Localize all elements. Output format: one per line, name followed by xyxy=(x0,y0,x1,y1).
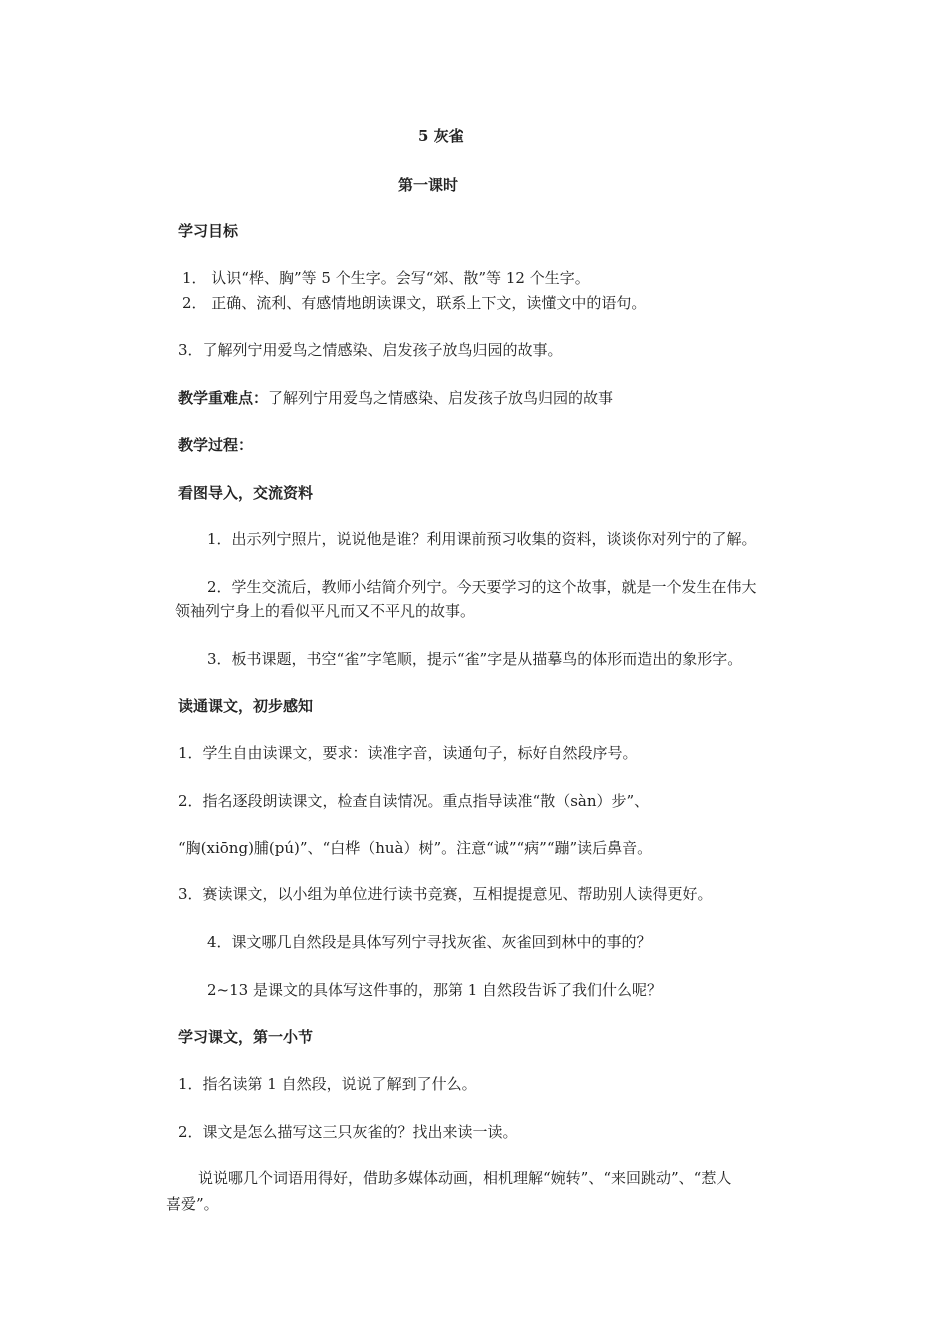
intro-item-2-line-2: 领袖列宁身上的看似平凡而又不平凡的故事。 xyxy=(175,602,476,620)
section-heading-study: 学习课文，第一小节 xyxy=(178,1028,314,1046)
intro-item-1: 1．出示列宁照片，说说他是谁？利用课前预习收集的资料，谈谈你对列宁的了解。 xyxy=(207,530,757,548)
objective-item-2: 2． 正确、流利、有感情地朗读课文，联系上下文，读懂文中的语句。 xyxy=(182,294,647,312)
objectives-heading: 学习目标 xyxy=(178,222,239,240)
lesson-subtitle: 第一课时 xyxy=(398,176,459,194)
study-item-2-note-line-1: 说说哪几个词语用得好，借助多媒体动画，相机理解“婉转”、“来回跳动”、“惹人 xyxy=(198,1169,732,1187)
key-points-label: 教学重难点： xyxy=(178,389,269,407)
study-item-1: 1．指名读第 1 自然段，说说了解到了什么。 xyxy=(178,1075,477,1093)
intro-item-3: 3．板书课题，书空“雀”字笔顺，提示“雀”字是从描摹鸟的体形而造出的象形字。 xyxy=(207,650,743,668)
study-item-2-note-line-2: 喜爱”。 xyxy=(166,1195,219,1213)
reading-item-3: 3．赛读课文，以小组为单位进行读书竞赛，互相提提意见、帮助别人读得更好。 xyxy=(178,885,713,903)
objective-item-3: 3．了解列宁用爱鸟之情感染、启发孩子放鸟归园的故事。 xyxy=(178,341,563,359)
document-title: 5 灰雀 xyxy=(418,127,464,145)
section-heading-reading: 读通课文，初步感知 xyxy=(178,697,314,715)
process-heading: 教学过程： xyxy=(178,436,254,454)
reading-item-4-note: 2~13 是课文的具体写这件事的，那第 1 自然段告诉了我们什么呢？ xyxy=(207,981,663,999)
section-heading-intro: 看图导入，交流资料 xyxy=(178,484,314,502)
reading-item-1: 1．学生自由读课文，要求：读准字音，读通句子，标好自然段序号。 xyxy=(178,744,638,762)
objective-item-1: 1． 认识“桦、胸”等 5 个生字。会写“郊、散”等 12 个生字。 xyxy=(182,269,590,287)
reading-item-2-line-2: “胸(xiōng)脯(pú)”、“白桦（huà）树”。注意“诚”“病”“蹦”读后鼻音。 xyxy=(178,839,653,857)
key-points-line xyxy=(178,388,613,408)
reading-item-4: 4．课文哪几自然段是具体写列宁寻找灰雀、灰雀回到林中的事的？ xyxy=(207,933,652,951)
reading-item-2-line-1: 2．指名逐段朗读课文，检查自读情况。重点指导读准“散（sàn）步”、 xyxy=(178,792,650,810)
intro-item-2-line-1: 2．学生交流后，教师小结简介列宁。今天要学习的这个故事，就是一个发生在伟大 xyxy=(207,578,757,596)
study-item-2: 2．课文是怎么描写这三只灰雀的？找出来读一读。 xyxy=(178,1123,518,1141)
key-points-text: 了解列宁用爱鸟之情感染、启发孩子放鸟归园的故事 xyxy=(268,389,614,407)
